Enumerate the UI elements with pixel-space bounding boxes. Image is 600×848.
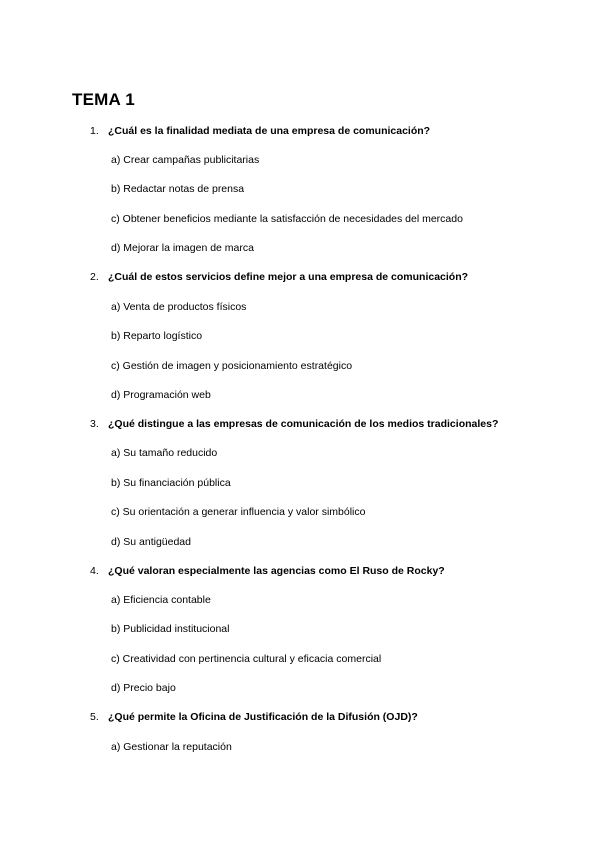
question-number: 2. <box>90 271 99 283</box>
option-4b: b) Publicidad institucional <box>111 623 230 635</box>
option-5a: a) Gestionar la reputación <box>111 741 232 753</box>
question-number: 1. <box>90 125 99 137</box>
option-3b: b) Su financiación pública <box>111 477 231 489</box>
question-text: ¿Cuál de estos servicios define mejor a una empresa de comunicación? <box>108 271 469 283</box>
question-5 <box>90 711 418 723</box>
question-2 <box>90 271 468 283</box>
option-2d: d) Programación web <box>111 389 211 401</box>
option-2a: a) Venta de productos físicos <box>111 301 247 313</box>
question-number: 5. <box>90 711 99 723</box>
question-number: 4. <box>90 565 99 577</box>
question-4 <box>90 565 445 577</box>
option-4d: d) Precio bajo <box>111 682 176 694</box>
option-3c: c) Su orientación a generar influencia y valor simbólico <box>111 506 366 518</box>
question-3 <box>90 418 498 430</box>
option-4c: c) Creatividad con pertinencia cultural y eficacia comercial <box>111 653 382 665</box>
question-text: ¿Qué valoran especialmente las agencias como El Ruso de Rocky? <box>108 565 445 577</box>
option-1d: d) Mejorar la imagen de marca <box>111 242 254 254</box>
question-text: ¿Qué distingue a las empresas de comunicación de los medios tradicionales? <box>108 418 499 430</box>
option-2b: b) Reparto logístico <box>111 330 203 342</box>
question-1 <box>90 125 430 137</box>
option-1b: b) Redactar notas de prensa <box>111 183 245 195</box>
option-1c: c) Obtener beneficios mediante la satisfacción de necesidades del mercado <box>111 213 463 225</box>
question-text: ¿Qué permite la Oficina de Justificación de la Difusión (OJD)? <box>108 711 418 723</box>
option-4a: a) Eficiencia contable <box>111 594 211 606</box>
option-3a: a) Su tamaño reducido <box>111 447 218 459</box>
question-text: ¿Cuál es la finalidad mediata de una empresa de comunicación? <box>108 125 431 137</box>
option-3d: d) Su antigüedad <box>111 536 191 548</box>
option-1a: a) Crear campañas publicitarias <box>111 154 260 166</box>
page-title: TEMA 1 <box>72 90 135 109</box>
option-2c: c) Gestión de imagen y posicionamiento estratégico <box>111 360 353 372</box>
question-number: 3. <box>90 418 99 430</box>
